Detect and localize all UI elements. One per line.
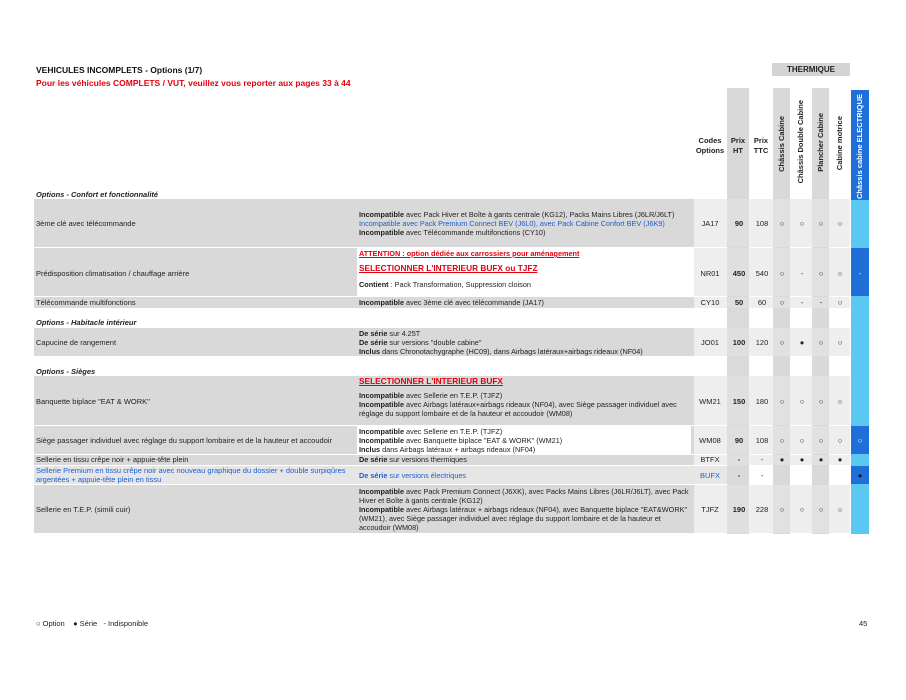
option-code: BUFX (699, 471, 720, 480)
page-subtitle: Pour les véhicules COMPLETS / VUT, veuillez vous reporter aux pages 33 à 44 (36, 78, 351, 88)
price-ttc: 120 (755, 338, 769, 347)
row-description (357, 470, 691, 481)
desc-text: avec Airbags latéraux + airbags rideaux (NF04), avec Banquette biplace "EAT&WORK" (WM21), avec Siège passager individuel avec réglage du support lombaire et de la hauteur et accoudoir (WM08) (359, 505, 688, 532)
avail-chassis-cabine: ○ (779, 298, 785, 307)
option-code: WM21 (699, 397, 721, 406)
price-ht: 100 (732, 338, 746, 347)
avail-chassis-double: ● (799, 338, 805, 347)
desc-text: avec Pack Premium Connect (J6XK), avec Packs Mains Libres (J6LR/J6LT), avec Pack Hiver et Boîte à gants centrale (KG12) (359, 487, 689, 505)
desc-text: avec 3ème clé avec télécommande (JA17) (404, 298, 544, 307)
avail-motrice: ○ (837, 219, 843, 228)
row-label: Sellerie en T.E.P. (simili cuir) (36, 505, 131, 514)
price-ht: - (737, 455, 741, 464)
avail-plancher: ○ (818, 397, 824, 406)
prix-ttc-line1: Prix (753, 136, 769, 145)
avail-chassis-cabine: ○ (779, 436, 785, 445)
price-ht: 190 (732, 505, 746, 514)
price-ttc: 108 (755, 436, 769, 445)
desc-text: avec Pack Hiver et Boîte à gants centrale (KG12), Packs Mains Libres (J6LR/J6LT) (404, 210, 675, 219)
page-title: VEHICULES INCOMPLETS - Options (1/7) (36, 65, 203, 75)
chassis-double-header: Châssis Double Cabine (796, 100, 805, 184)
legend-serie: ● Série (73, 619, 98, 628)
avail-electrique: ○ (857, 436, 863, 445)
avail-chassis-cabine: ○ (779, 219, 785, 228)
price-ht: 90 (734, 219, 744, 228)
avail-chassis-double: - (800, 298, 804, 307)
row-description (357, 486, 691, 533)
price-ht: 90 (734, 436, 744, 445)
desc-text: dans Airbags latéraux + airbags rideaux (NF04) (380, 445, 536, 454)
avail-electrique: - (858, 269, 862, 278)
avail-plancher: ● (818, 455, 824, 464)
desc-text: sur 4.25T (387, 329, 421, 338)
chassis-cabine-header: Châssis Cabine (777, 116, 786, 172)
desc-bold: Inclus (359, 347, 381, 356)
price-ttc: - (760, 455, 764, 464)
desc-bold: De série (359, 455, 388, 464)
desc-bold: De série (359, 338, 388, 347)
section-sieges: Options - Sièges (36, 367, 96, 376)
row-label: 3ème clé avec télécommande (36, 219, 136, 228)
thermique-header: THERMIQUE (772, 63, 850, 76)
section-confort: Options - Confort et fonctionnalité (36, 190, 159, 199)
desc-text: avec Sellerie en T.E.P. (TJFZ) (404, 427, 503, 436)
price-ttc: - (760, 471, 764, 480)
desc-bold: Incompatible (359, 487, 405, 496)
table-row (34, 426, 863, 454)
avail-plancher: ○ (818, 219, 824, 228)
desc-text: : Pack Transformation, Suppression cloison (388, 280, 531, 289)
table-row (34, 466, 863, 484)
legend (36, 619, 148, 628)
table-row (34, 485, 851, 533)
row-description (357, 376, 691, 425)
avail-chassis-double: ○ (799, 436, 805, 445)
desc-bold: Incompatible (359, 210, 405, 219)
avail-plancher: ○ (818, 505, 824, 514)
desc-text: avec Sellerie en T.E.P. (TJFZ) (404, 391, 503, 400)
desc-bold: Inclus (359, 445, 381, 454)
avail-plancher: ○ (818, 436, 824, 445)
table-row (34, 199, 851, 247)
option-code: NR01 (700, 269, 720, 278)
desc-bold: Incompatible (359, 505, 405, 514)
row-label: Prédisposition climatisation / chauffage arrière (36, 269, 190, 278)
desc-bold: De série (359, 329, 388, 338)
desc-text: avec Pack Premium Connect BEV (J6L0), avec Pack Cabine Confort BEV (J6K9) (400, 219, 665, 228)
option-code: CY10 (700, 298, 720, 307)
prix-ht-line2: HT (733, 146, 743, 155)
price-ttc: 180 (755, 397, 769, 406)
legend-option: ○ Option (36, 619, 65, 628)
motrice-header: Cabine motrice (835, 116, 844, 171)
desc-bold: Incompatible (359, 219, 401, 228)
avail-chassis-cabine: ○ (779, 338, 785, 347)
price-ttc: 228 (755, 505, 769, 514)
row-label: Sellerie Premium en tissu crêpe noir avec nouveau graphique du dossier + double surpiqûres argentées + appuie-tête plein en tissu (36, 466, 346, 484)
select-interior-note: SELECTIONNER L'INTERIEUR BUFX ou TJFZ (359, 263, 538, 273)
avail-plancher: - (819, 298, 823, 307)
row-label: Télécommande multifonctions (36, 298, 136, 307)
avail-chassis-double: ○ (799, 505, 805, 514)
legend-indisponible: - Indisponible (103, 619, 149, 628)
price-ht: - (737, 471, 741, 480)
row-description (357, 426, 691, 455)
codes-header-line1: Codes (698, 136, 722, 145)
price-ttc: 108 (755, 219, 769, 228)
row-description (357, 454, 691, 465)
desc-bold: Contient (359, 280, 389, 289)
prix-ht-header (727, 136, 749, 156)
desc-text: dans Chronotachygraphe (HC09), dans Airbags latéraux+airbags rideaux (NF04) (380, 347, 643, 356)
page-number: 45 (859, 619, 868, 628)
codes-header (693, 136, 727, 156)
avail-chassis-cabine: ● (779, 455, 785, 464)
avail-motrice: ● (837, 455, 843, 464)
prix-ttc-header (750, 136, 772, 156)
option-code: BTFX (700, 455, 720, 464)
avail-chassis-double: ● (799, 455, 805, 464)
option-code: WM08 (699, 436, 721, 445)
option-code: JA17 (701, 219, 719, 228)
avail-motrice: ○ (837, 397, 843, 406)
prix-ttc-line2: TTC (753, 146, 769, 155)
plancher-header: Plancher Cabine (816, 113, 825, 172)
desc-bold: Incompatible (359, 298, 405, 307)
desc-text: avec Télécommande multifonctions (CY10) (404, 228, 546, 237)
avail-chassis-cabine: ○ (779, 397, 785, 406)
desc-bold: Incompatible (359, 427, 405, 436)
option-code: TJFZ (701, 505, 719, 514)
table-row (34, 455, 851, 465)
row-description (357, 297, 691, 308)
avail-chassis-double: - (800, 269, 804, 278)
avail-motrice: ○ (837, 436, 843, 445)
row-label: Sellerie en tissu crêpe noir + appuie-tête plein (36, 455, 189, 464)
row-description (357, 209, 691, 238)
row-label: Siège passager individuel avec réglage du support lombaire et de la hauteur et accoudoir (36, 436, 333, 445)
desc-text: sur versions thermiques (387, 455, 467, 464)
desc-text: sur versions "double cabine" (387, 338, 482, 347)
price-ht: 150 (732, 397, 746, 406)
desc-bold: Incompatible (359, 436, 405, 445)
avail-plancher: ○ (818, 269, 824, 278)
select-interior-note: SELECTIONNER L'INTERIEUR BUFX (359, 376, 503, 386)
avail-electrique: ● (857, 471, 863, 480)
row-description (357, 328, 691, 357)
desc-text: avec Banquette biplace "EAT & WORK" (WM21) (404, 436, 563, 445)
desc-bold: Incompatible (359, 391, 405, 400)
avail-motrice: ○ (837, 338, 843, 347)
avail-plancher: ○ (818, 338, 824, 347)
avail-chassis-double: ○ (799, 219, 805, 228)
avail-motrice: ○ (837, 298, 843, 307)
avail-chassis-double: ○ (799, 397, 805, 406)
table-row (34, 248, 862, 296)
avail-motrice: ○ (837, 505, 843, 514)
price-ttc: 540 (755, 269, 769, 278)
desc-text: avec Airbags latéraux+airbags rideaux (NF04), avec Siège passager individuel avec réglage du support lombaire et de la hauteur et accoudoir (WM08) (359, 400, 677, 418)
attention-note: ATTENTION : option dédiée aux carrossiers pour aménagement (359, 249, 580, 258)
codes-header-line2: Options (695, 146, 725, 155)
row-description (357, 248, 691, 296)
desc-bold: Incompatible (359, 400, 405, 409)
prix-ht-line1: Prix (730, 136, 746, 145)
option-code: JO01 (701, 338, 719, 347)
desc-bold: De série (359, 471, 388, 480)
price-ht: 50 (734, 298, 744, 307)
price-ht: 450 (732, 269, 746, 278)
table-row (34, 376, 851, 425)
table-row (34, 297, 851, 308)
avail-chassis-cabine: ○ (779, 269, 785, 278)
table-row (34, 328, 851, 356)
section-habitacle: Options - Habitacle intérieur (36, 318, 137, 327)
electrique-header: Châssis cabine ELECTRIQUE (855, 94, 864, 200)
price-ttc: 60 (757, 298, 767, 307)
avail-chassis-cabine: ○ (779, 505, 785, 514)
desc-text: sur versions électriques (387, 471, 467, 480)
row-label: Banquette biplace "EAT & WORK" (36, 397, 150, 406)
desc-bold: Incompatible (359, 228, 405, 237)
row-label: Capucine de rangement (36, 338, 117, 347)
avail-motrice: ○ (837, 269, 843, 278)
